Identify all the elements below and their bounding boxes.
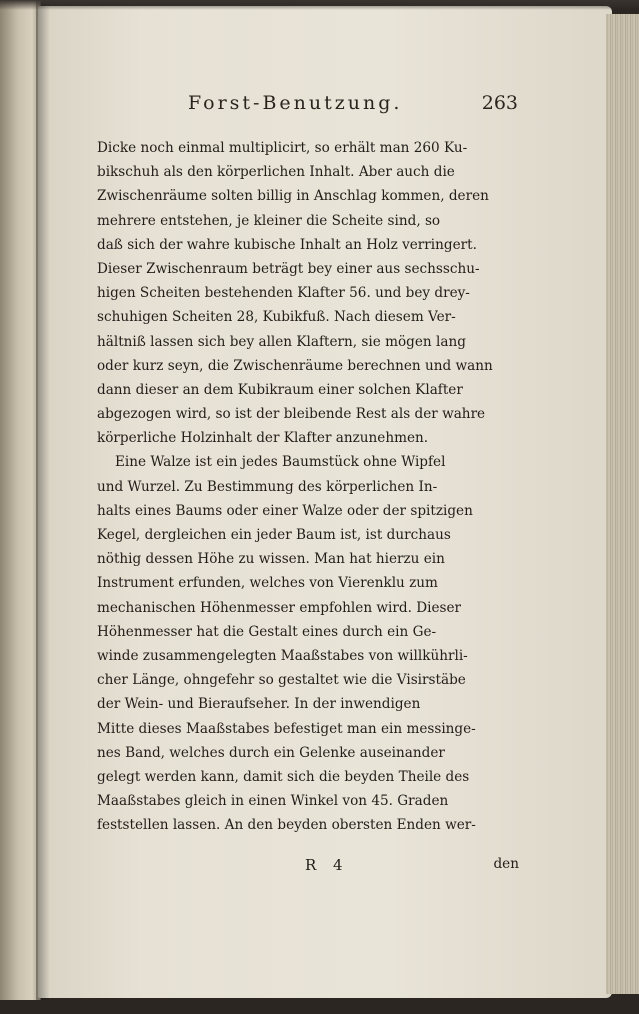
text-line: körperliche Holzinhalt der Klafter anzunehmen. bbox=[97, 430, 429, 447]
running-header bbox=[188, 92, 518, 122]
catchword: den bbox=[493, 856, 519, 872]
text-line: abgezogen wird, so ist der bleibende Rest als der wahre bbox=[97, 406, 486, 423]
facing-page-edge bbox=[0, 0, 41, 1000]
text-line: Kegel, dergleichen ein jeder Baum ist, ist durchaus bbox=[97, 527, 451, 543]
text-line: und Wurzel. Zu Bestimmung des körperlichen In- bbox=[97, 478, 438, 495]
text-line: feststellen lassen. An den beyden obersten Enden wer- bbox=[97, 817, 476, 834]
text-line: Maaßstabes gleich in einen Winkel von 45. Graden bbox=[97, 793, 449, 810]
running-head-title: Forst-Benutzung. bbox=[188, 92, 403, 114]
text-line: winde zusammengelegten Maaßstabes von willkührli- bbox=[97, 647, 468, 664]
text-line: mehrere entstehen, je kleiner die Scheite sind, so bbox=[97, 212, 441, 229]
text-line: Dieser Zwischenraum beträgt bey einer aus sechsschu- bbox=[97, 260, 480, 277]
page-number: 263 bbox=[481, 92, 518, 114]
paragraph-start-line: Eine Walze ist ein jedes Baumstück ohne Wipfel bbox=[115, 454, 446, 471]
text-line: mechanischen Höhenmesser empfohlen wird. Dieser bbox=[97, 599, 462, 616]
text-line: cher Länge, ohngefehr so gestaltet wie die Visirstäbe bbox=[97, 672, 466, 689]
text-line: Höhenmesser hat die Gestalt eines durch ein Ge- bbox=[97, 623, 437, 640]
text-line: daß sich der wahre kubische Inhalt an Holz verringert. bbox=[97, 236, 477, 253]
signature-mark: R 4 bbox=[305, 856, 349, 874]
footer-line bbox=[97, 856, 521, 882]
text-line: Dicke noch einmal multiplicirt, so erhält man 260 Ku- bbox=[97, 140, 468, 156]
text-line: nöthig dessen Höhe zu wissen. Man hat hierzu ein bbox=[97, 551, 445, 568]
text-line: dann dieser an dem Kubikraum einer solchen Klafter bbox=[97, 381, 463, 398]
text-line: der Wein- und Bieraufseher. In der inwendigen bbox=[97, 696, 421, 713]
text-line: Zwischenräume solten billig in Anschlag kommen, deren bbox=[97, 188, 489, 205]
text-line: higen Scheiten bestehenden Klafter 56. und bey drey- bbox=[97, 285, 470, 302]
text-line: oder kurz seyn, die Zwischenräume berechnen und wann bbox=[97, 357, 493, 374]
text-line: hältniß lassen sich bey allen Klaftern, sie mögen lang bbox=[97, 333, 466, 350]
text-line: nes Band, welches durch ein Gelenke auseinander bbox=[97, 744, 445, 761]
text-line: schuhigen Scheiten 28, Kubikfuß. Nach diesem Ver- bbox=[97, 309, 456, 326]
text-line: halts eines Baums oder einer Walze oder der spitzigen bbox=[97, 502, 473, 519]
page-block-edges bbox=[606, 14, 639, 994]
top-shadow bbox=[0, 0, 639, 10]
text-line: Instrument erfunden, welches von Vierenklu zum bbox=[97, 575, 438, 592]
text-line: Mitte dieses Maaßstabes befestiget man ein messinge- bbox=[97, 720, 476, 737]
body-text bbox=[97, 136, 521, 837]
binding-gutter-shadow bbox=[36, 0, 50, 1000]
text-line: bikschuh als den körperlichen Inhalt. Aber auch die bbox=[97, 164, 455, 181]
text-line: gelegt werden kann, damit sich die beyden Theile des bbox=[97, 768, 470, 785]
